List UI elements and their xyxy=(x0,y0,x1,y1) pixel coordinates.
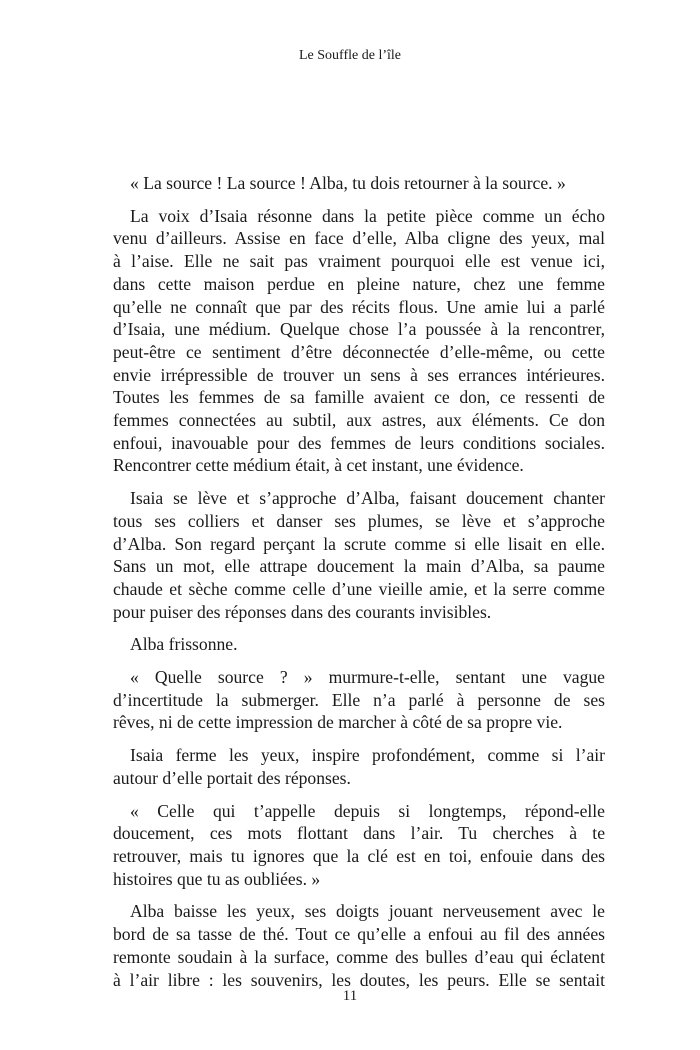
text-line: tous ses colliers et danser ses plumes, se lève et s’approche xyxy=(113,510,605,531)
text-line: chaude et sèche comme celle d’une vieille amie, et la serre comme xyxy=(113,578,605,599)
paragraph xyxy=(113,666,605,734)
text-line: rêves, ni de cette impression de marcher à côté de sa propre vie. xyxy=(113,712,563,733)
text-line: pour puiser des réponses dans des courants invisibles. xyxy=(113,601,492,622)
paragraph xyxy=(113,800,605,891)
text-line: Rencontrer cette médium était, à cet instant, une évidence. xyxy=(113,455,524,476)
text-line: remonte soudain à la surface, comme des bulles d’eau qui éclatent xyxy=(113,946,605,967)
text-line: venu d’ailleurs. Assise en face d’elle, Alba cligne des yeux, mal xyxy=(113,228,605,249)
paragraph xyxy=(113,900,605,991)
text-line: peut-être ce sentiment d’être déconnectée d’elle-même, ou cette xyxy=(113,341,605,362)
paragraph xyxy=(113,633,605,656)
text-line: Toutes les femmes de sa famille avaient ce don, ce ressenti de xyxy=(113,387,605,408)
text-line: dans cette maison perdue en pleine nature, chez une femme xyxy=(113,273,605,294)
text-line: à l’air libre : les souvenirs, les doutes, les peurs. Elle se sentait xyxy=(113,969,605,990)
body-text xyxy=(113,172,605,1001)
text-line: d’Isaia, une médium. Quelque chose l’a poussée à la rencontrer, xyxy=(113,319,605,340)
text-line: Isaia ferme les yeux, inspire profondément, comme si l’air xyxy=(130,745,605,766)
text-line: histoires que tu as oubliées. » xyxy=(113,868,321,889)
text-line: à l’aise. Elle ne sait pas vraiment pourquoi elle est venue ici, xyxy=(113,251,605,272)
page-number: 11 xyxy=(342,988,358,1004)
text-line: « Quelle source ? » murmure-t-elle, sentant une vague xyxy=(130,667,605,688)
text-line: Isaia se lève et s’approche d’Alba, faisant doucement chanter xyxy=(130,488,605,509)
text-line: bord de sa tasse de thé. Tout ce qu’elle a enfoui au fil des années xyxy=(113,924,605,945)
text-line: envie irrépressible de trouver un sens à ses errances intérieures. xyxy=(113,364,605,385)
text-line: enfoui, inavouable pour des femmes de leurs conditions sociales. xyxy=(113,432,605,453)
text-line: autour d’elle portait des réponses. xyxy=(113,767,351,788)
text-line: « La source ! La source ! Alba, tu dois retourner à la source. » xyxy=(130,173,566,193)
text-line: « Celle qui t’appelle depuis si longtemps, répond-elle xyxy=(130,800,605,821)
paragraph xyxy=(113,487,605,623)
paragraph xyxy=(113,205,605,477)
text-line: doucement, ces mots flottant dans l’air. Tu cherches à te xyxy=(113,823,605,844)
paragraph xyxy=(113,172,605,195)
running-title: Le Souffle de l’île xyxy=(299,48,401,63)
text-line: Alba baisse les yeux, ses doigts jouant nerveusement avec le xyxy=(130,901,605,922)
text-line: d’Alba. Son regard perçant la scrute comme si elle lisait en elle. xyxy=(113,533,605,554)
text-line: Alba frissonne. xyxy=(130,634,238,655)
text-line: Sans un mot, elle attrape doucement la main d’Alba, sa paume xyxy=(113,556,605,577)
paragraph xyxy=(113,744,605,789)
text-line: femmes connectées au subtil, aux astres, aux éléments. Ce don xyxy=(113,410,605,431)
text-line: d’incertitude la submerger. Elle n’a parlé à personne de ses xyxy=(113,689,605,710)
text-line: La voix d’Isaia résonne dans la petite pièce comme un écho xyxy=(130,205,605,226)
text-line: retrouver, mais tu ignores que la clé est en toi, enfouie dans des xyxy=(113,845,605,866)
text-line: qu’elle ne connaît que par des récits flous. Une amie lui a parlé xyxy=(113,296,605,317)
